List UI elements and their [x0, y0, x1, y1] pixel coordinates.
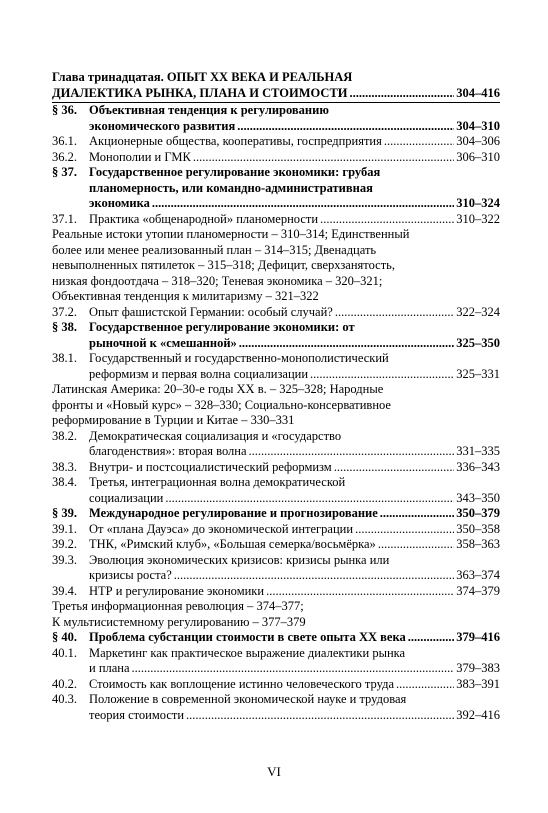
toc-entry-title: ТНК, «Римский клуб», «Большая семерка/восьмёрка» — [89, 537, 376, 551]
toc-entry-line — [89, 460, 500, 476]
toc-page-range: 383–391 — [456, 676, 500, 691]
toc-entry-line — [52, 382, 500, 398]
toc-entry-number: 38.3. — [52, 459, 77, 474]
toc-entry-line — [89, 103, 500, 119]
toc-entry-line — [52, 599, 500, 615]
toc-entry — [52, 553, 500, 584]
toc-entry-title: реформирование в Турции и Китае – 330–331 — [52, 413, 295, 427]
toc-entry-line — [52, 258, 500, 274]
toc-page-range: 304–306 — [456, 134, 500, 148]
toc-entry — [52, 382, 500, 429]
toc-entry-number: 36.1. — [52, 134, 77, 148]
dot-leader — [408, 630, 455, 646]
toc-entry-title: низкая фондоотдача – 318–320; Теневая экономика – 320–321; — [52, 273, 383, 288]
dot-leader — [378, 537, 454, 553]
toc-page-range: 363–374 — [456, 568, 500, 582]
toc-entry-body — [89, 305, 500, 321]
toc-entry — [52, 537, 500, 553]
toc-heading — [52, 165, 500, 212]
toc-entry — [52, 351, 500, 382]
toc-entry-number: § 39. — [52, 506, 77, 520]
toc-entry-title: К мультисистемному регулированию – 377–379 — [52, 614, 306, 629]
toc-heading — [52, 506, 500, 522]
toc-heading — [52, 70, 500, 101]
toc-entry-line — [89, 646, 500, 662]
toc-heading — [52, 630, 500, 646]
toc-entry-body — [89, 429, 500, 460]
dot-leader — [355, 522, 454, 538]
toc-entry-line — [89, 119, 500, 135]
toc-entry-title: Положение в современной экономической науке и трудовая — [89, 692, 407, 706]
toc-entry-line — [89, 134, 500, 150]
dot-leader — [396, 677, 454, 693]
toc-entry-title: Международное регулирование и прогнозирование — [89, 506, 378, 520]
toc-entry-number: 40.2. — [52, 676, 77, 691]
toc-entry-line — [89, 491, 500, 507]
toc-page-range: 304–310 — [456, 118, 500, 133]
toc-page-range: 310–324 — [456, 196, 500, 210]
toc-entry-title: Государственное регулирование экономики: от — [89, 320, 355, 334]
toc-entry — [52, 677, 500, 693]
toc-entry-body — [89, 150, 500, 166]
toc-entry-title: кризисы роста? — [89, 568, 172, 582]
toc-entry-title: Эволюция экономических кризисов: кризисы рынка или — [89, 552, 390, 567]
toc-heading — [52, 320, 500, 351]
toc-entry-body — [52, 227, 500, 305]
toc-entry-line — [89, 181, 500, 197]
toc-entry-body — [89, 522, 500, 538]
toc-entry-body — [89, 103, 500, 134]
toc-entry-title: Опыт фашистской Германии: особый случай? — [89, 304, 333, 319]
toc-entry-line — [52, 398, 500, 414]
toc-entry — [52, 429, 500, 460]
toc-entry-body — [89, 630, 500, 646]
toc-entry-title: экономика — [89, 196, 150, 210]
toc-entry-line — [89, 429, 500, 445]
toc-entry-body — [89, 475, 500, 506]
toc-entry-title: Стоимость как воплощение истинно человеческого труда — [89, 676, 394, 691]
toc-entry-body — [89, 320, 500, 351]
toc-entry-title: Государственный и государственно-монополистический — [89, 351, 389, 365]
toc-entry-title: Проблема субстанции стоимости в свете опыта XX века — [89, 630, 406, 644]
toc-page-range: 310–322 — [456, 211, 500, 226]
toc-entry-line — [52, 70, 500, 86]
toc-entry — [52, 150, 500, 166]
toc-entry — [52, 227, 500, 305]
toc-entry-body — [89, 537, 500, 553]
toc-entry-line — [89, 367, 500, 383]
toc-page-range: 358–363 — [456, 537, 500, 551]
dot-leader — [249, 444, 455, 460]
table-of-contents — [52, 70, 500, 723]
dot-leader — [165, 491, 454, 507]
toc-entry-line — [89, 630, 500, 646]
toc-page-range: 350–379 — [456, 506, 500, 520]
toc-entry-title: Акционерные общества, кооперативы, госпредприятия — [89, 134, 382, 148]
toc-entry-line — [89, 708, 500, 724]
dot-leader — [174, 568, 454, 584]
toc-entry-number: 37.1. — [52, 211, 77, 226]
toc-entry-line — [89, 212, 500, 228]
toc-page-range: 350–358 — [456, 521, 500, 536]
toc-entry-title: Практика «общенародной» планомерности — [89, 211, 319, 226]
toc-heading — [52, 103, 500, 134]
toc-entry-line — [89, 336, 500, 352]
toc-entry-line — [89, 553, 500, 569]
dot-leader — [186, 708, 454, 724]
toc-entry-body — [89, 584, 500, 600]
toc-entry-line — [89, 150, 500, 166]
toc-entry-title: благоденствия»: вторая волна — [89, 444, 247, 458]
toc-entry-line — [89, 475, 500, 491]
toc-entry-number: 39.3. — [52, 552, 77, 567]
toc-entry-body — [52, 599, 500, 630]
toc-entry-body — [89, 212, 500, 228]
toc-entry-title: невыполненных пятилеток – 315–318; Дефицит, сверхзанятость, — [52, 258, 395, 272]
toc-entry-title: Монополии и ГМК — [89, 149, 191, 164]
dot-leader — [193, 150, 454, 166]
dot-leader — [152, 196, 454, 212]
toc-page-range: 306–310 — [456, 149, 500, 164]
toc-entry-title: планомерность, или командно-административная — [89, 180, 373, 195]
toc-entry-line — [52, 615, 500, 631]
toc-entry-body — [89, 677, 500, 693]
toc-page-range: 336–343 — [456, 459, 500, 474]
dot-leader — [384, 134, 454, 150]
toc-entry-line — [89, 661, 500, 677]
toc-entry-number: 40.1. — [52, 645, 77, 660]
toc-entry-title: НТР и регулирование экономики — [89, 583, 265, 598]
toc-entry-title: рыночной к «смешанной» — [89, 335, 237, 350]
toc-entry — [52, 212, 500, 228]
toc-entry-number: 38.4. — [52, 475, 77, 489]
toc-entry-line — [52, 289, 500, 305]
toc-page-range: 322–324 — [456, 304, 500, 319]
toc-entry-body — [52, 382, 500, 429]
toc-page-range: 379–383 — [456, 661, 500, 675]
dot-leader — [380, 506, 454, 522]
toc-entry-body — [89, 692, 500, 723]
toc-entry — [52, 460, 500, 476]
toc-entry-number: 36.2. — [52, 149, 77, 164]
toc-entry-number: 38.2. — [52, 428, 77, 443]
toc-entry-title: ДИАЛЕКТИКА РЫНКА, ПЛАНА И СТОИМОСТИ — [52, 85, 348, 100]
toc-entry-body — [89, 553, 500, 584]
toc-entry-title: фронты и «Новый курс» – 328–330; Социально-консервативное — [52, 397, 391, 412]
toc-entry-title: Государственное регулирование экономики: грубая — [89, 165, 381, 179]
toc-entry — [52, 599, 500, 630]
toc-page-range: 325–350 — [456, 335, 500, 350]
toc-entry-title: более или менее реализованный план – 314–315; Двенадцать — [52, 242, 377, 257]
dot-leader — [266, 584, 454, 600]
toc-entry-number: 37.2. — [52, 304, 77, 319]
toc-entry-line — [89, 537, 500, 553]
toc-entry-line — [52, 274, 500, 290]
dot-leader — [239, 336, 454, 352]
toc-entry-title: Объективная тенденция к милитаризму – 321–322 — [52, 289, 319, 303]
toc-entry-body — [89, 134, 500, 150]
toc-entry-title: Латинская Америка: 20–30-е годы XX в. – 325–328; Народные — [52, 382, 384, 396]
toc-entry-line — [89, 351, 500, 367]
toc-page-range: 379–416 — [456, 630, 500, 644]
toc-entry-body — [89, 351, 500, 382]
toc-page-range: 392–416 — [456, 707, 500, 722]
dot-leader — [132, 661, 455, 677]
toc-entry-line — [89, 165, 500, 181]
toc-entry-number: 40.3. — [52, 692, 77, 706]
toc-entry-title: экономического развития — [89, 118, 236, 133]
dot-leader — [335, 305, 454, 321]
toc-entry-body — [89, 506, 500, 522]
toc-entry-line — [89, 506, 500, 522]
toc-entry-body — [89, 646, 500, 677]
toc-entry-line — [89, 522, 500, 538]
toc-entry — [52, 522, 500, 538]
toc-entry-number: 39.1. — [52, 521, 77, 536]
toc-entry-title: Глава тринадцатая. ОПЫТ XX ВЕКА И РЕАЛЬНАЯ — [52, 70, 353, 84]
toc-page-range: 325–331 — [456, 366, 500, 381]
dot-leader — [320, 212, 454, 228]
toc-entry-number: § 38. — [52, 320, 77, 334]
toc-entry-body — [89, 165, 500, 212]
toc-entry-number: § 36. — [52, 103, 77, 117]
toc-entry-title: Внутри- и постсоциалистический реформизм — [89, 459, 332, 474]
toc-entry-title: социализации — [89, 490, 164, 505]
toc-entry-title: Реальные истоки утопии планомерности – 310–314; Единственный — [52, 227, 410, 241]
toc-entry-line — [52, 413, 500, 429]
toc-entry-line — [89, 584, 500, 600]
toc-entry — [52, 584, 500, 600]
toc-entry-number: 39.4. — [52, 583, 77, 598]
toc-page-range: 331–335 — [456, 444, 500, 458]
dot-leader — [334, 460, 455, 476]
toc-entry-body — [89, 460, 500, 476]
toc-entry-title: реформизм и первая волна социализации — [89, 366, 309, 381]
toc-entry-line — [89, 444, 500, 460]
toc-entry-title: От «плана Дауэса» до экономической интеграции — [89, 521, 354, 536]
toc-entry-body — [52, 70, 500, 101]
toc-entry-line — [89, 692, 500, 708]
toc-entry-line — [89, 677, 500, 693]
toc-entry-title: Объективная тенденция к регулированию — [89, 103, 329, 117]
toc-entry-line — [52, 86, 500, 102]
toc-entry-title: Третья, интеграционная волна демократической — [89, 475, 346, 489]
toc-entry-number: 39.2. — [52, 537, 77, 551]
toc-entry-line — [52, 243, 500, 259]
toc-entry-title: и плана — [89, 661, 130, 675]
toc-entry-line — [89, 196, 500, 212]
toc-entry-title: теория стоимости — [89, 707, 185, 722]
toc-page-range: 374–379 — [456, 583, 500, 598]
toc-entry-line — [89, 320, 500, 336]
toc-page-range: 343–350 — [456, 490, 500, 505]
toc-entry-title: Маркетинг как практическое выражение диалектики рынка — [89, 645, 406, 660]
toc-entry-number: 38.1. — [52, 351, 77, 365]
dot-leader — [237, 119, 454, 135]
toc-entry — [52, 305, 500, 321]
toc-entry-number: § 37. — [52, 165, 77, 179]
toc-entry — [52, 692, 500, 723]
toc-entry-title: Демократическая социализация и «государство — [89, 428, 342, 443]
toc-page-range: 304–416 — [456, 85, 500, 100]
dot-leader — [310, 367, 454, 383]
toc-entry — [52, 134, 500, 150]
toc-entry — [52, 475, 500, 506]
toc-entry-number: § 40. — [52, 630, 77, 644]
page-number: VI — [267, 764, 281, 779]
toc-entry-line — [89, 568, 500, 584]
toc-entry — [52, 646, 500, 677]
dot-leader — [350, 86, 455, 102]
toc-entry-line — [52, 227, 500, 243]
toc-entry-title: Третья информационная революция – 374–377; — [52, 599, 304, 613]
toc-entry-line — [89, 305, 500, 321]
